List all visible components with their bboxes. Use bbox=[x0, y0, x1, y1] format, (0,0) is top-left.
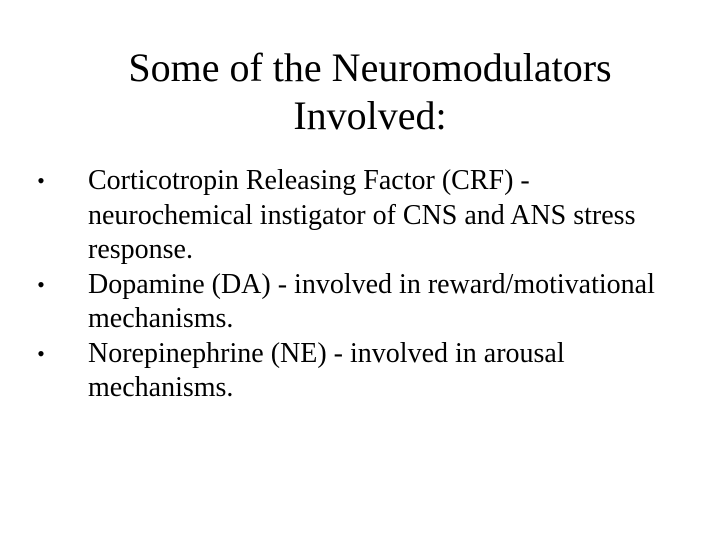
bullet-dot-icon: • bbox=[37, 271, 45, 297]
bullet-text-norepinephrine: Norepinephrine (NE) - involved in arousal mechanisms. bbox=[88, 337, 565, 403]
slide-title bbox=[60, 44, 680, 140]
bullet-item-norepinephrine bbox=[30, 337, 690, 406]
bullet-dot-icon: • bbox=[37, 340, 45, 366]
bullet-text-crf: Corticotropin Releasing Factor (CRF) - neurochemical instigator of CNS and ANS stress response. bbox=[88, 165, 636, 265]
bullet-item-crf bbox=[30, 164, 690, 268]
bullet-list bbox=[30, 164, 690, 406]
bullet-text-dopamine: Dopamine (DA) - involved in reward/motivational mechanisms. bbox=[88, 268, 655, 334]
slide-title-line-1: Some of the Neuromodulators bbox=[128, 45, 612, 90]
bullet-dot-icon: • bbox=[37, 168, 45, 193]
bullet-item-dopamine bbox=[30, 268, 690, 337]
slide-title-line-2: Involved: bbox=[293, 93, 447, 138]
